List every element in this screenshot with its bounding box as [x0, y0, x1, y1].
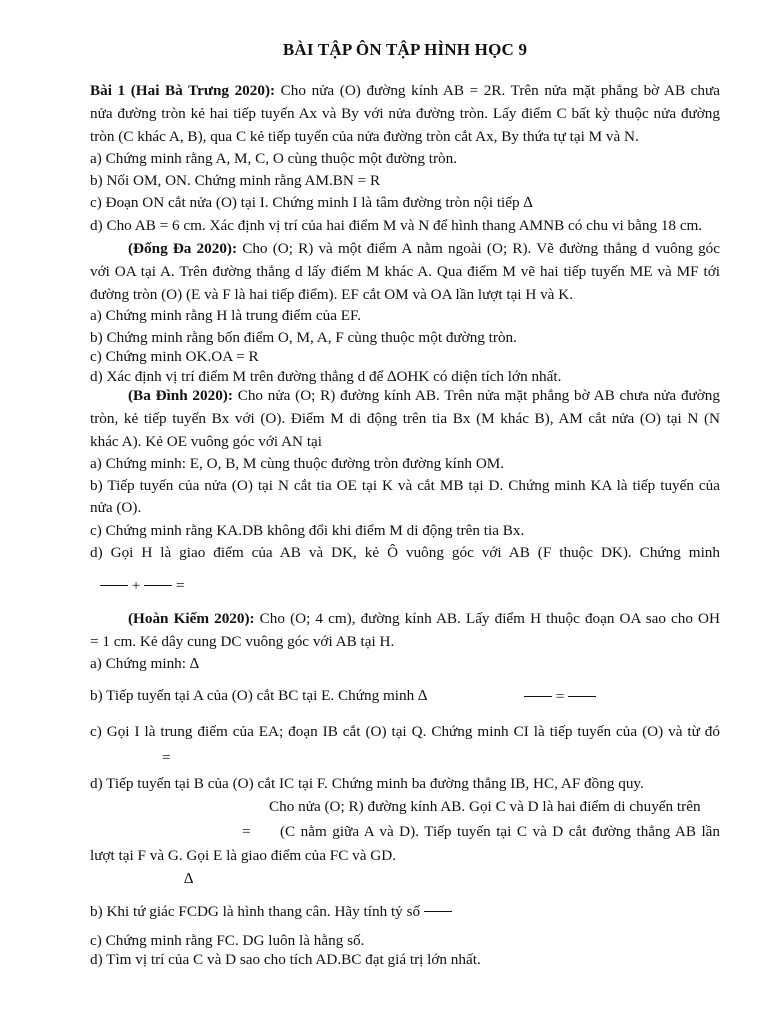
problem-5-line-2-equals: = — [242, 823, 251, 840]
problem-4-text: Cho (O; 4 cm), đường kính AB. Lấy điểm H thuộc đoạn OA sao cho OH — [254, 610, 720, 627]
problem-1-label: Bài 1 (Hai Bà Trưng 2020): — [90, 82, 276, 99]
problem-4-part-b: b) Tiếp tuyến tại A của (O) cắt BC tại E. Chứng minh ∆ — [90, 687, 428, 704]
problem-3-part-c: c) Chứng minh rằng KA.DB không đổi khi điểm M di động trên tia Bx. — [90, 522, 525, 539]
fraction-bar — [100, 575, 128, 586]
problem-3-text: Cho nửa (O; R) đường kính AB. Trên nửa mặt phẳng bờ AB chưa nửa đường — [232, 387, 720, 404]
problem-4-line-2: = 1 cm. Kẻ dây cung DC vuông góc với AB tại H. — [90, 633, 395, 650]
problem-3-line-1 — [128, 386, 720, 406]
equals-sign: = — [555, 688, 565, 705]
problem-4-part-c-equals: = — [162, 749, 171, 766]
problem-3-line-2: tròn, kẻ tiếp tuyến Bx với (O). Điểm M di động trên tia Bx (M khác B), AM cắt nửa (O) tại N (N — [90, 410, 720, 427]
fraction-bar — [568, 686, 596, 697]
problem-2-line-1 — [128, 239, 720, 259]
problem-3-line-3: khác A). Kẻ OE vuông góc với AN tại — [90, 433, 323, 450]
problem-3-label: (Ba Đình 2020): — [128, 387, 233, 404]
problem-5-delta: ∆ — [184, 870, 194, 887]
problem-2-part-b: b) Chứng minh rằng bốn điểm O, M, A, F cùng thuộc một đường tròn. — [90, 329, 517, 346]
problem-4-part-a: a) Chứng minh: ∆ — [90, 655, 200, 672]
problem-5-line-3: lượt tại F và G. Gọi E là giao điểm của FC và GD. — [90, 847, 397, 864]
page-title: BÀI TẬP ÔN TẬP HÌNH HỌC 9 — [282, 40, 528, 59]
problem-5-line-1: Cho nửa (O; R) đường kính AB. Gọi C và D là hai điểm di chuyển trên — [269, 798, 701, 815]
problem-4-part-c: c) Gọi I là trung điểm của EA; đoạn IB cắt (O) tại Q. Chứng minh CI là tiếp tuyến của (O) và từ đó — [90, 723, 720, 740]
problem-2-part-c: c) Chứng minh OK.OA = R — [90, 348, 259, 365]
problem-1-part-d: d) Cho AB = 6 cm. Xác định vị trí của hai điểm M và N để hình thang AMNB có chu vi bằng 18 cm. — [90, 217, 703, 234]
problem-2-line-2: với OA tại A. Trên đường thẳng d lấy điểm M khác A. Qua điểm M vẽ hai tiếp tuyến ME và MF tới — [90, 263, 720, 280]
problem-4-label: (Hoàn Kiếm 2020): — [128, 610, 255, 627]
fraction-bar — [424, 901, 452, 912]
plus-sign: + — [131, 577, 141, 594]
problem-3-part-d: d) Gọi H là giao điểm của AB và DK, kẻ Ô vuông góc với AB (F thuộc DK). Chứng minh — [90, 544, 720, 561]
problem-1-line-2: nửa đường tròn kẻ hai tiếp tuyến Ax và By với nửa đường tròn. Lấy điểm C bất kỳ thuộc nửa đường — [90, 105, 720, 122]
problem-2-label: (Đống Đa 2020): — [128, 240, 238, 257]
problem-4-line-1 — [128, 609, 720, 629]
problem-1-line-1 — [90, 81, 720, 101]
problem-3-part-b-line-1: b) Tiếp tuyến của nửa (O) tại N cắt tia OE tại K và cắt MB tại D. Chứng minh KA là tiếp tuyến của — [90, 477, 720, 494]
problem-1-part-c: c) Đoạn ON cắt nửa (O) tại I. Chứng minh I là tâm đường tròn nội tiếp ∆ — [90, 194, 533, 211]
fraction-bar — [524, 686, 552, 697]
fraction-bar — [144, 575, 172, 586]
problem-4-part-b-formula — [524, 686, 596, 707]
problem-2-line-3: đường tròn (O) (E và F là hai tiếp điểm). EF cắt OM và OA lần lượt tại H và K. — [90, 286, 573, 303]
problem-1-part-b: b) Nối OM, ON. Chứng minh rằng AM.BN = R — [90, 172, 381, 189]
problem-5-part-b — [90, 901, 452, 922]
problem-5-part-d: d) Tìm vị trí của C và D sao cho tích AD.BC đạt giá trị lớn nhất. — [90, 951, 481, 968]
equals-sign: = — [175, 577, 185, 594]
problem-1-part-a: a) Chứng minh rằng A, M, C, O cùng thuộc một đường tròn. — [90, 150, 458, 167]
problem-3-part-a: a) Chứng minh: E, O, B, M cùng thuộc đường tròn đường kính OM. — [90, 455, 505, 472]
problem-4-part-d: d) Tiếp tuyến tại B của (O) cắt IC tại F. Chứng minh ba đường thẳng IB, HC, AF đồng quy. — [90, 775, 644, 792]
problem-2-part-a: a) Chứng minh rằng H là trung điểm của EF. — [90, 307, 362, 324]
problem-1-line-3: tròn (C khác A, B), qua C kẻ tiếp tuyến của nửa đường tròn cắt Ax, By thứa tự tại M và N. — [90, 128, 639, 145]
problem-2-text: Cho (O; R) và một điểm A nằm ngoài (O; R). Vẽ đường thẳng d vuông góc — [237, 240, 721, 257]
problem-2-part-d: d) Xác định vị trí điểm M trên đường thẳng d để ∆OHK có diện tích lớn nhất. — [90, 368, 562, 385]
problem-5-part-c: c) Chứng minh rằng FC. DG luôn là hằng số. — [90, 932, 365, 949]
problem-5-part-b-text: b) Khi tứ giác FCDG là hình thang cân. Hãy tính tỷ số — [90, 903, 421, 920]
problem-3-formula — [100, 575, 185, 596]
problem-3-part-b-line-2: nửa (O). — [90, 499, 142, 516]
problem-5-line-2: (C nằm giữa A và D). Tiếp tuyến tại C và D cắt đường thẳng AB lần — [280, 823, 720, 840]
problem-1-text: Cho nửa (O) đường kính AB = 2R. Trên nửa mặt phẳng bờ AB chưa — [275, 82, 720, 99]
